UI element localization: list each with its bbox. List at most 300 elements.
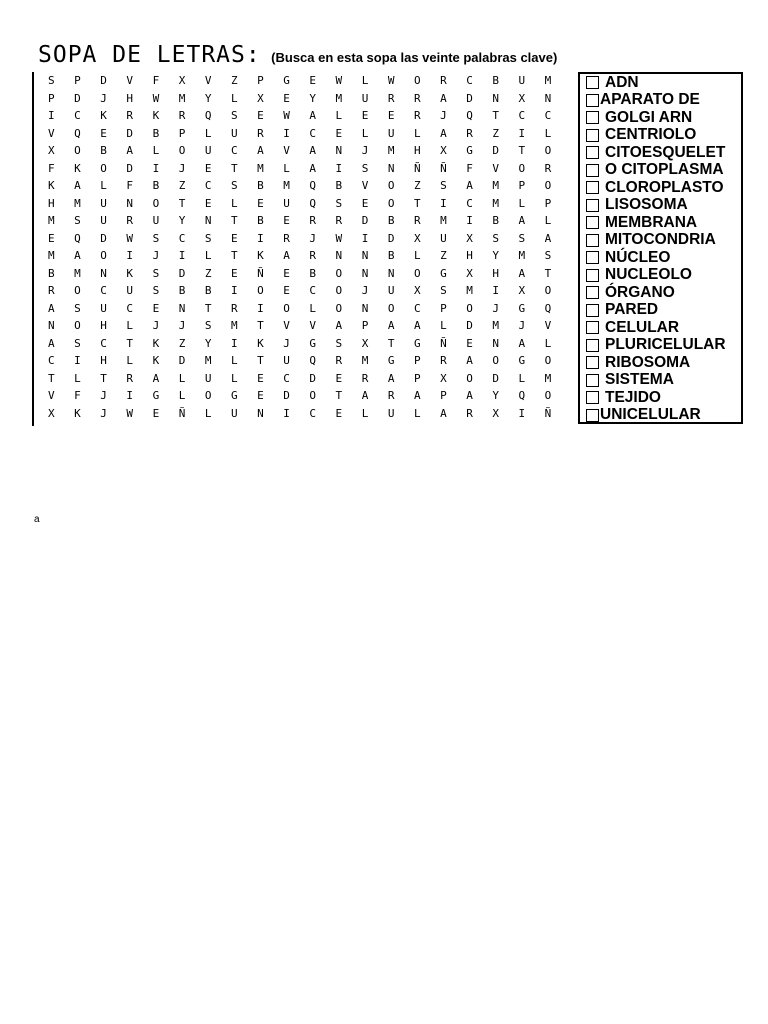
grid-letter[interactable]: D — [74, 91, 81, 105]
grid-letter[interactable]: U — [204, 371, 212, 385]
grid-letter[interactable]: J — [440, 109, 447, 123]
grid-letter[interactable]: B — [387, 214, 395, 228]
grid-letter[interactable]: R — [178, 109, 186, 123]
grid-letter[interactable]: O — [335, 266, 343, 280]
grid-letter[interactable]: A — [309, 161, 317, 175]
grid-letter[interactable]: J — [178, 161, 186, 175]
grid-letter[interactable]: Y — [492, 249, 500, 263]
grid-letter[interactable]: O — [335, 301, 343, 315]
grid-letter[interactable]: C — [283, 371, 290, 385]
grid-letter[interactable]: E — [152, 406, 160, 420]
grid-letter[interactable]: P — [48, 91, 55, 105]
grid-letter[interactable]: Y — [492, 389, 500, 403]
grid-letter[interactable]: A — [257, 144, 264, 158]
grid-letter[interactable]: V — [544, 319, 552, 333]
grid-letter[interactable]: K — [48, 179, 55, 193]
grid-letter[interactable]: N — [361, 249, 369, 263]
word-checkbox[interactable] — [586, 111, 599, 124]
grid-letter[interactable]: S — [492, 231, 500, 245]
grid-letter[interactable]: L — [518, 371, 526, 385]
grid-letter[interactable]: M — [466, 284, 473, 298]
word-checkbox[interactable] — [586, 391, 599, 404]
grid-letter[interactable]: A — [152, 371, 160, 385]
grid-letter[interactable]: O — [466, 301, 473, 315]
grid-letter[interactable]: S — [152, 231, 160, 245]
grid-letter[interactable]: E — [283, 214, 290, 228]
grid-letter[interactable]: G — [309, 336, 317, 350]
grid-letter[interactable]: L — [152, 144, 160, 158]
grid-letter[interactable]: O — [74, 319, 81, 333]
grid-letter[interactable]: C — [309, 406, 317, 420]
grid-letter[interactable]: I — [48, 109, 55, 123]
grid-letter[interactable]: U — [152, 214, 160, 228]
word-checkbox[interactable] — [586, 216, 599, 229]
grid-letter[interactable]: L — [178, 371, 186, 385]
grid-letter[interactable]: T — [100, 371, 107, 385]
grid-letter[interactable]: O — [413, 266, 421, 280]
grid-letter[interactable]: W — [335, 231, 343, 245]
grid-letter[interactable]: K — [257, 249, 264, 263]
grid-letter[interactable]: X — [257, 91, 264, 105]
grid-letter[interactable]: M — [204, 354, 212, 368]
grid-letter[interactable]: E — [257, 196, 264, 210]
grid-letter[interactable]: O — [178, 144, 186, 158]
grid-letter[interactable]: B — [178, 284, 186, 298]
grid-letter[interactable]: E — [387, 109, 395, 123]
grid-letter[interactable]: M — [257, 161, 264, 175]
grid-letter[interactable]: O — [100, 161, 107, 175]
grid-letter[interactable]: X — [466, 266, 473, 280]
grid-letter[interactable]: W — [152, 91, 160, 105]
grid-letter[interactable]: L — [230, 91, 238, 105]
grid-letter[interactable]: D — [492, 144, 500, 158]
grid-letter[interactable]: E — [257, 389, 264, 403]
grid-letter[interactable]: D — [492, 371, 500, 385]
grid-letter[interactable]: P — [257, 74, 264, 88]
grid-letter[interactable]: O — [100, 249, 107, 263]
word-checkbox[interactable] — [586, 181, 599, 194]
grid-letter[interactable]: K — [100, 109, 107, 123]
grid-letter[interactable]: Q — [466, 109, 473, 123]
grid-letter[interactable]: I — [361, 231, 369, 245]
grid-letter[interactable]: L — [518, 196, 526, 210]
grid-letter[interactable]: C — [100, 336, 107, 350]
grid-letter[interactable]: U — [387, 126, 395, 140]
grid-letter[interactable]: Y — [178, 214, 186, 228]
grid-letter[interactable]: B — [152, 179, 160, 193]
grid-letter[interactable]: A — [466, 179, 473, 193]
grid-letter[interactable]: R — [126, 371, 134, 385]
grid-letter[interactable]: N — [361, 301, 369, 315]
grid-letter[interactable]: S — [204, 231, 212, 245]
grid-letter[interactable]: D — [126, 126, 134, 140]
grid-letter[interactable]: O — [387, 301, 395, 315]
grid-letter[interactable]: Z — [492, 126, 500, 140]
grid-letter[interactable]: J — [309, 231, 317, 245]
grid-letter[interactable]: M — [518, 249, 526, 263]
grid-letter[interactable]: S — [440, 284, 447, 298]
grid-letter[interactable]: U — [283, 196, 290, 210]
grid-letter[interactable]: A — [74, 249, 81, 263]
word-checkbox[interactable] — [586, 409, 599, 422]
grid-letter[interactable]: D — [178, 354, 186, 368]
grid-letter[interactable]: M — [440, 214, 447, 228]
grid-letter[interactable]: R — [335, 354, 343, 368]
word-checkbox[interactable] — [586, 164, 599, 177]
grid-letter[interactable]: L — [230, 371, 238, 385]
grid-letter[interactable]: R — [335, 214, 343, 228]
grid-letter[interactable]: L — [335, 109, 343, 123]
grid-letter[interactable]: Y — [309, 91, 317, 105]
grid-letter[interactable]: Q — [309, 196, 317, 210]
grid-letter[interactable]: B — [204, 284, 212, 298]
grid-letter[interactable]: S — [152, 266, 160, 280]
grid-letter[interactable]: N — [100, 266, 107, 280]
grid-letter[interactable]: L — [361, 126, 369, 140]
grid-letter[interactable]: V — [283, 319, 290, 333]
grid-letter[interactable]: A — [48, 301, 55, 315]
grid-letter[interactable]: A — [466, 389, 473, 403]
grid-letter[interactable]: G — [466, 144, 473, 158]
grid-letter[interactable]: I — [74, 354, 81, 368]
grid-letter[interactable]: T — [544, 266, 552, 280]
grid-letter[interactable]: M — [492, 179, 500, 193]
grid-letter[interactable]: P — [178, 126, 186, 140]
grid-letter[interactable]: N — [204, 214, 212, 228]
grid-letter[interactable]: J — [152, 319, 160, 333]
grid-letter[interactable]: N — [126, 196, 134, 210]
grid-letter[interactable]: H — [100, 319, 107, 333]
grid-letter[interactable]: D — [126, 161, 134, 175]
grid-letter[interactable]: B — [492, 214, 500, 228]
grid-letter[interactable]: E — [283, 91, 290, 105]
grid-letter[interactable]: L — [204, 249, 212, 263]
word-checkbox[interactable] — [586, 321, 599, 334]
grid-letter[interactable]: D — [361, 214, 369, 228]
grid-letter[interactable]: L — [440, 319, 447, 333]
grid-letter[interactable]: Q — [204, 109, 212, 123]
grid-letter[interactable]: N — [492, 91, 500, 105]
grid-letter[interactable]: S — [74, 214, 81, 228]
grid-letter[interactable]: E — [100, 126, 107, 140]
grid-letter[interactable]: S — [335, 336, 343, 350]
grid-letter[interactable]: M — [230, 319, 238, 333]
grid-letter[interactable]: M — [178, 91, 186, 105]
grid-letter[interactable]: E — [152, 301, 160, 315]
grid-letter[interactable]: X — [48, 144, 55, 158]
grid-letter[interactable]: A — [440, 91, 447, 105]
grid-letter[interactable]: D — [387, 231, 395, 245]
grid-letter[interactable]: Q — [544, 301, 552, 315]
grid-letter[interactable]: I — [178, 249, 186, 263]
grid-letter[interactable]: D — [466, 91, 473, 105]
grid-letter[interactable]: C — [544, 109, 552, 123]
grid-letter[interactable]: U — [440, 231, 447, 245]
grid-letter[interactable]: X — [413, 231, 421, 245]
grid-letter[interactable]: S — [440, 179, 447, 193]
word-checkbox[interactable] — [586, 286, 599, 299]
grid-letter[interactable]: L — [361, 406, 369, 420]
grid-letter[interactable]: W — [335, 74, 343, 88]
grid-letter[interactable]: H — [466, 249, 473, 263]
grid-letter[interactable]: O — [492, 354, 500, 368]
grid-letter[interactable]: S — [230, 109, 238, 123]
grid-letter[interactable]: K — [74, 161, 81, 175]
grid-letter[interactable]: Ñ — [440, 161, 447, 175]
grid-letter[interactable]: C — [100, 284, 107, 298]
grid-letter[interactable]: O — [257, 284, 264, 298]
grid-letter[interactable]: B — [309, 266, 317, 280]
grid-letter[interactable]: D — [100, 231, 107, 245]
grid-letter[interactable]: M — [492, 319, 500, 333]
grid-letter[interactable]: A — [48, 336, 55, 350]
grid-letter[interactable]: V — [204, 74, 212, 88]
grid-letter[interactable]: M — [361, 354, 369, 368]
grid-letter[interactable]: R — [309, 214, 317, 228]
grid-letter[interactable]: G — [518, 301, 526, 315]
grid-letter[interactable]: T — [335, 389, 343, 403]
grid-letter[interactable]: A — [413, 389, 421, 403]
grid-letter[interactable]: Z — [440, 249, 447, 263]
grid-letter[interactable]: Q — [309, 179, 317, 193]
grid-letter[interactable]: L — [74, 371, 81, 385]
grid-letter[interactable]: M — [387, 144, 395, 158]
grid-letter[interactable]: J — [518, 319, 526, 333]
grid-letter[interactable]: J — [361, 284, 369, 298]
grid-letter[interactable]: C — [309, 284, 317, 298]
grid-letter[interactable]: S — [152, 284, 160, 298]
grid-letter[interactable]: A — [518, 336, 526, 350]
grid-letter[interactable]: D — [100, 74, 107, 88]
grid-letter[interactable]: E — [335, 371, 343, 385]
grid-letter[interactable]: C — [413, 301, 421, 315]
grid-letter[interactable]: L — [178, 389, 186, 403]
grid-letter[interactable]: T — [230, 249, 238, 263]
grid-letter[interactable]: A — [518, 266, 526, 280]
grid-letter[interactable]: O — [387, 179, 395, 193]
grid-letter[interactable]: O — [74, 144, 81, 158]
grid-letter[interactable]: O — [544, 389, 552, 403]
grid-letter[interactable]: R — [544, 161, 552, 175]
grid-letter[interactable]: Y — [204, 336, 212, 350]
grid-letter[interactable]: K — [74, 406, 81, 420]
grid-letter[interactable]: G — [230, 389, 238, 403]
grid-letter[interactable]: D — [466, 319, 473, 333]
grid-letter[interactable]: W — [126, 231, 134, 245]
grid-letter[interactable]: F — [74, 389, 81, 403]
grid-letter[interactable]: N — [48, 319, 55, 333]
grid-letter[interactable]: J — [283, 336, 290, 350]
grid-letter[interactable]: I — [335, 161, 343, 175]
grid-letter[interactable]: Ñ — [440, 336, 447, 350]
grid-letter[interactable]: L — [309, 301, 317, 315]
grid-letter[interactable]: K — [126, 266, 134, 280]
grid-letter[interactable]: D — [283, 389, 290, 403]
grid-letter[interactable]: I — [518, 126, 526, 140]
grid-letter[interactable]: R — [387, 389, 395, 403]
grid-letter[interactable]: G — [152, 389, 160, 403]
grid-letter[interactable]: B — [335, 179, 343, 193]
grid-letter[interactable]: C — [126, 301, 134, 315]
grid-letter[interactable]: I — [230, 336, 238, 350]
grid-letter[interactable]: L — [544, 214, 552, 228]
grid-letter[interactable]: L — [204, 126, 212, 140]
grid-letter[interactable]: U — [387, 406, 395, 420]
grid-letter[interactable]: R — [257, 126, 264, 140]
grid-letter[interactable]: X — [48, 406, 55, 420]
grid-letter[interactable]: O — [544, 144, 552, 158]
grid-letter[interactable]: Ñ — [178, 406, 186, 420]
grid-letter[interactable]: S — [544, 249, 552, 263]
grid-letter[interactable]: B — [257, 214, 264, 228]
grid-letter[interactable]: E — [48, 231, 55, 245]
grid-letter[interactable]: O — [544, 284, 552, 298]
grid-letter[interactable]: X — [178, 74, 186, 88]
grid-letter[interactable]: J — [492, 301, 500, 315]
grid-letter[interactable]: A — [309, 109, 317, 123]
grid-letter[interactable]: L — [126, 354, 134, 368]
grid-letter[interactable]: E — [335, 406, 343, 420]
grid-letter[interactable]: T — [518, 144, 526, 158]
grid-letter[interactable]: N — [544, 91, 552, 105]
grid-letter[interactable]: X — [466, 231, 473, 245]
grid-letter[interactable]: Ñ — [413, 161, 421, 175]
grid-letter[interactable]: W — [387, 74, 395, 88]
grid-letter[interactable]: K — [257, 336, 264, 350]
grid-letter[interactable]: K — [152, 109, 160, 123]
grid-letter[interactable]: Z — [230, 74, 238, 88]
grid-letter[interactable]: C — [178, 231, 186, 245]
grid-letter[interactable]: D — [309, 371, 317, 385]
grid-letter[interactable]: C — [466, 74, 473, 88]
grid-letter[interactable]: L — [544, 336, 552, 350]
grid-letter[interactable]: I — [126, 249, 134, 263]
grid-letter[interactable]: I — [126, 389, 134, 403]
grid-letter[interactable]: A — [74, 179, 81, 193]
grid-letter[interactable]: Q — [518, 389, 526, 403]
grid-letter[interactable]: F — [48, 161, 55, 175]
grid-letter[interactable]: N — [361, 266, 369, 280]
grid-letter[interactable]: T — [178, 196, 186, 210]
grid-letter[interactable]: A — [440, 126, 447, 140]
grid-letter[interactable]: R — [413, 91, 421, 105]
grid-letter[interactable]: T — [257, 319, 264, 333]
grid-letter[interactable]: T — [387, 336, 395, 350]
grid-letter[interactable]: O — [74, 284, 81, 298]
grid-letter[interactable]: O — [283, 301, 290, 315]
grid-letter[interactable]: R — [387, 91, 395, 105]
grid-letter[interactable]: I — [466, 214, 473, 228]
grid-letter[interactable]: Ñ — [257, 266, 264, 280]
grid-letter[interactable]: T — [413, 196, 421, 210]
grid-letter[interactable]: L — [413, 126, 421, 140]
grid-letter[interactable]: U — [387, 284, 395, 298]
grid-letter[interactable]: O — [466, 371, 473, 385]
grid-letter[interactable]: T — [126, 336, 134, 350]
grid-letter[interactable]: G — [387, 354, 395, 368]
grid-letter[interactable]: R — [466, 406, 473, 420]
grid-letter[interactable]: N — [335, 249, 343, 263]
grid-letter[interactable]: O — [413, 74, 421, 88]
grid-letter[interactable]: V — [361, 179, 369, 193]
grid-letter[interactable]: Q — [74, 231, 81, 245]
grid-letter[interactable]: A — [440, 406, 447, 420]
grid-letter[interactable]: I — [230, 284, 238, 298]
grid-letter[interactable]: U — [126, 284, 134, 298]
grid-letter[interactable]: U — [361, 91, 369, 105]
grid-letter[interactable]: U — [230, 406, 238, 420]
grid-letter[interactable]: X — [413, 284, 421, 298]
grid-letter[interactable]: C — [518, 109, 526, 123]
word-checkbox[interactable] — [586, 94, 599, 107]
grid-letter[interactable]: I — [257, 231, 264, 245]
grid-letter[interactable]: N — [387, 266, 395, 280]
grid-letter[interactable]: Z — [178, 336, 186, 350]
grid-letter[interactable]: L — [544, 126, 552, 140]
word-checkbox[interactable] — [586, 129, 599, 142]
grid-letter[interactable]: P — [361, 319, 369, 333]
grid-letter[interactable]: X — [518, 284, 526, 298]
grid-letter[interactable]: M — [544, 74, 552, 88]
grid-letter[interactable]: P — [74, 74, 81, 88]
grid-letter[interactable]: N — [492, 336, 500, 350]
grid-letter[interactable]: H — [413, 144, 421, 158]
word-checkbox[interactable] — [586, 199, 599, 212]
grid-letter[interactable]: S — [335, 196, 343, 210]
grid-letter[interactable]: R — [466, 126, 473, 140]
grid-letter[interactable]: I — [440, 196, 447, 210]
grid-letter[interactable]: C — [309, 126, 317, 140]
grid-letter[interactable]: B — [100, 144, 107, 158]
grid-letter[interactable]: P — [413, 354, 421, 368]
grid-letter[interactable]: M — [74, 266, 81, 280]
grid-letter[interactable]: Q — [74, 126, 81, 140]
grid-letter[interactable]: F — [152, 74, 160, 88]
grid-letter[interactable]: R — [126, 214, 134, 228]
grid-letter[interactable]: E — [283, 266, 290, 280]
grid-letter[interactable]: A — [413, 319, 421, 333]
grid-letter[interactable]: G — [518, 354, 526, 368]
grid-letter[interactable]: I — [257, 301, 264, 315]
grid-letter[interactable]: T — [204, 301, 212, 315]
grid-letter[interactable]: A — [126, 144, 134, 158]
grid-letter[interactable]: A — [283, 249, 290, 263]
grid-letter[interactable]: T — [257, 354, 264, 368]
word-checkbox[interactable] — [586, 304, 599, 317]
grid-letter[interactable]: Z — [178, 179, 186, 193]
grid-letter[interactable]: O — [387, 196, 395, 210]
grid-letter[interactable]: N — [257, 406, 264, 420]
grid-letter[interactable]: S — [74, 336, 81, 350]
grid-letter[interactable]: H — [48, 196, 55, 210]
grid-letter[interactable]: S — [361, 161, 369, 175]
grid-letter[interactable]: T — [48, 371, 55, 385]
grid-letter[interactable]: E — [361, 109, 369, 123]
grid-letter[interactable]: J — [100, 389, 107, 403]
grid-letter[interactable]: U — [100, 196, 107, 210]
grid-letter[interactable]: H — [100, 354, 107, 368]
grid-letter[interactable]: L — [230, 196, 238, 210]
grid-letter[interactable]: O — [335, 284, 343, 298]
grid-letter[interactable]: Ñ — [544, 406, 552, 420]
grid-letter[interactable]: J — [100, 91, 107, 105]
grid-letter[interactable]: O — [544, 354, 552, 368]
grid-letter[interactable]: S — [204, 319, 212, 333]
word-checkbox[interactable] — [586, 339, 599, 352]
grid-letter[interactable]: J — [152, 249, 160, 263]
grid-letter[interactable]: W — [283, 109, 290, 123]
grid-letter[interactable]: V — [48, 126, 55, 140]
